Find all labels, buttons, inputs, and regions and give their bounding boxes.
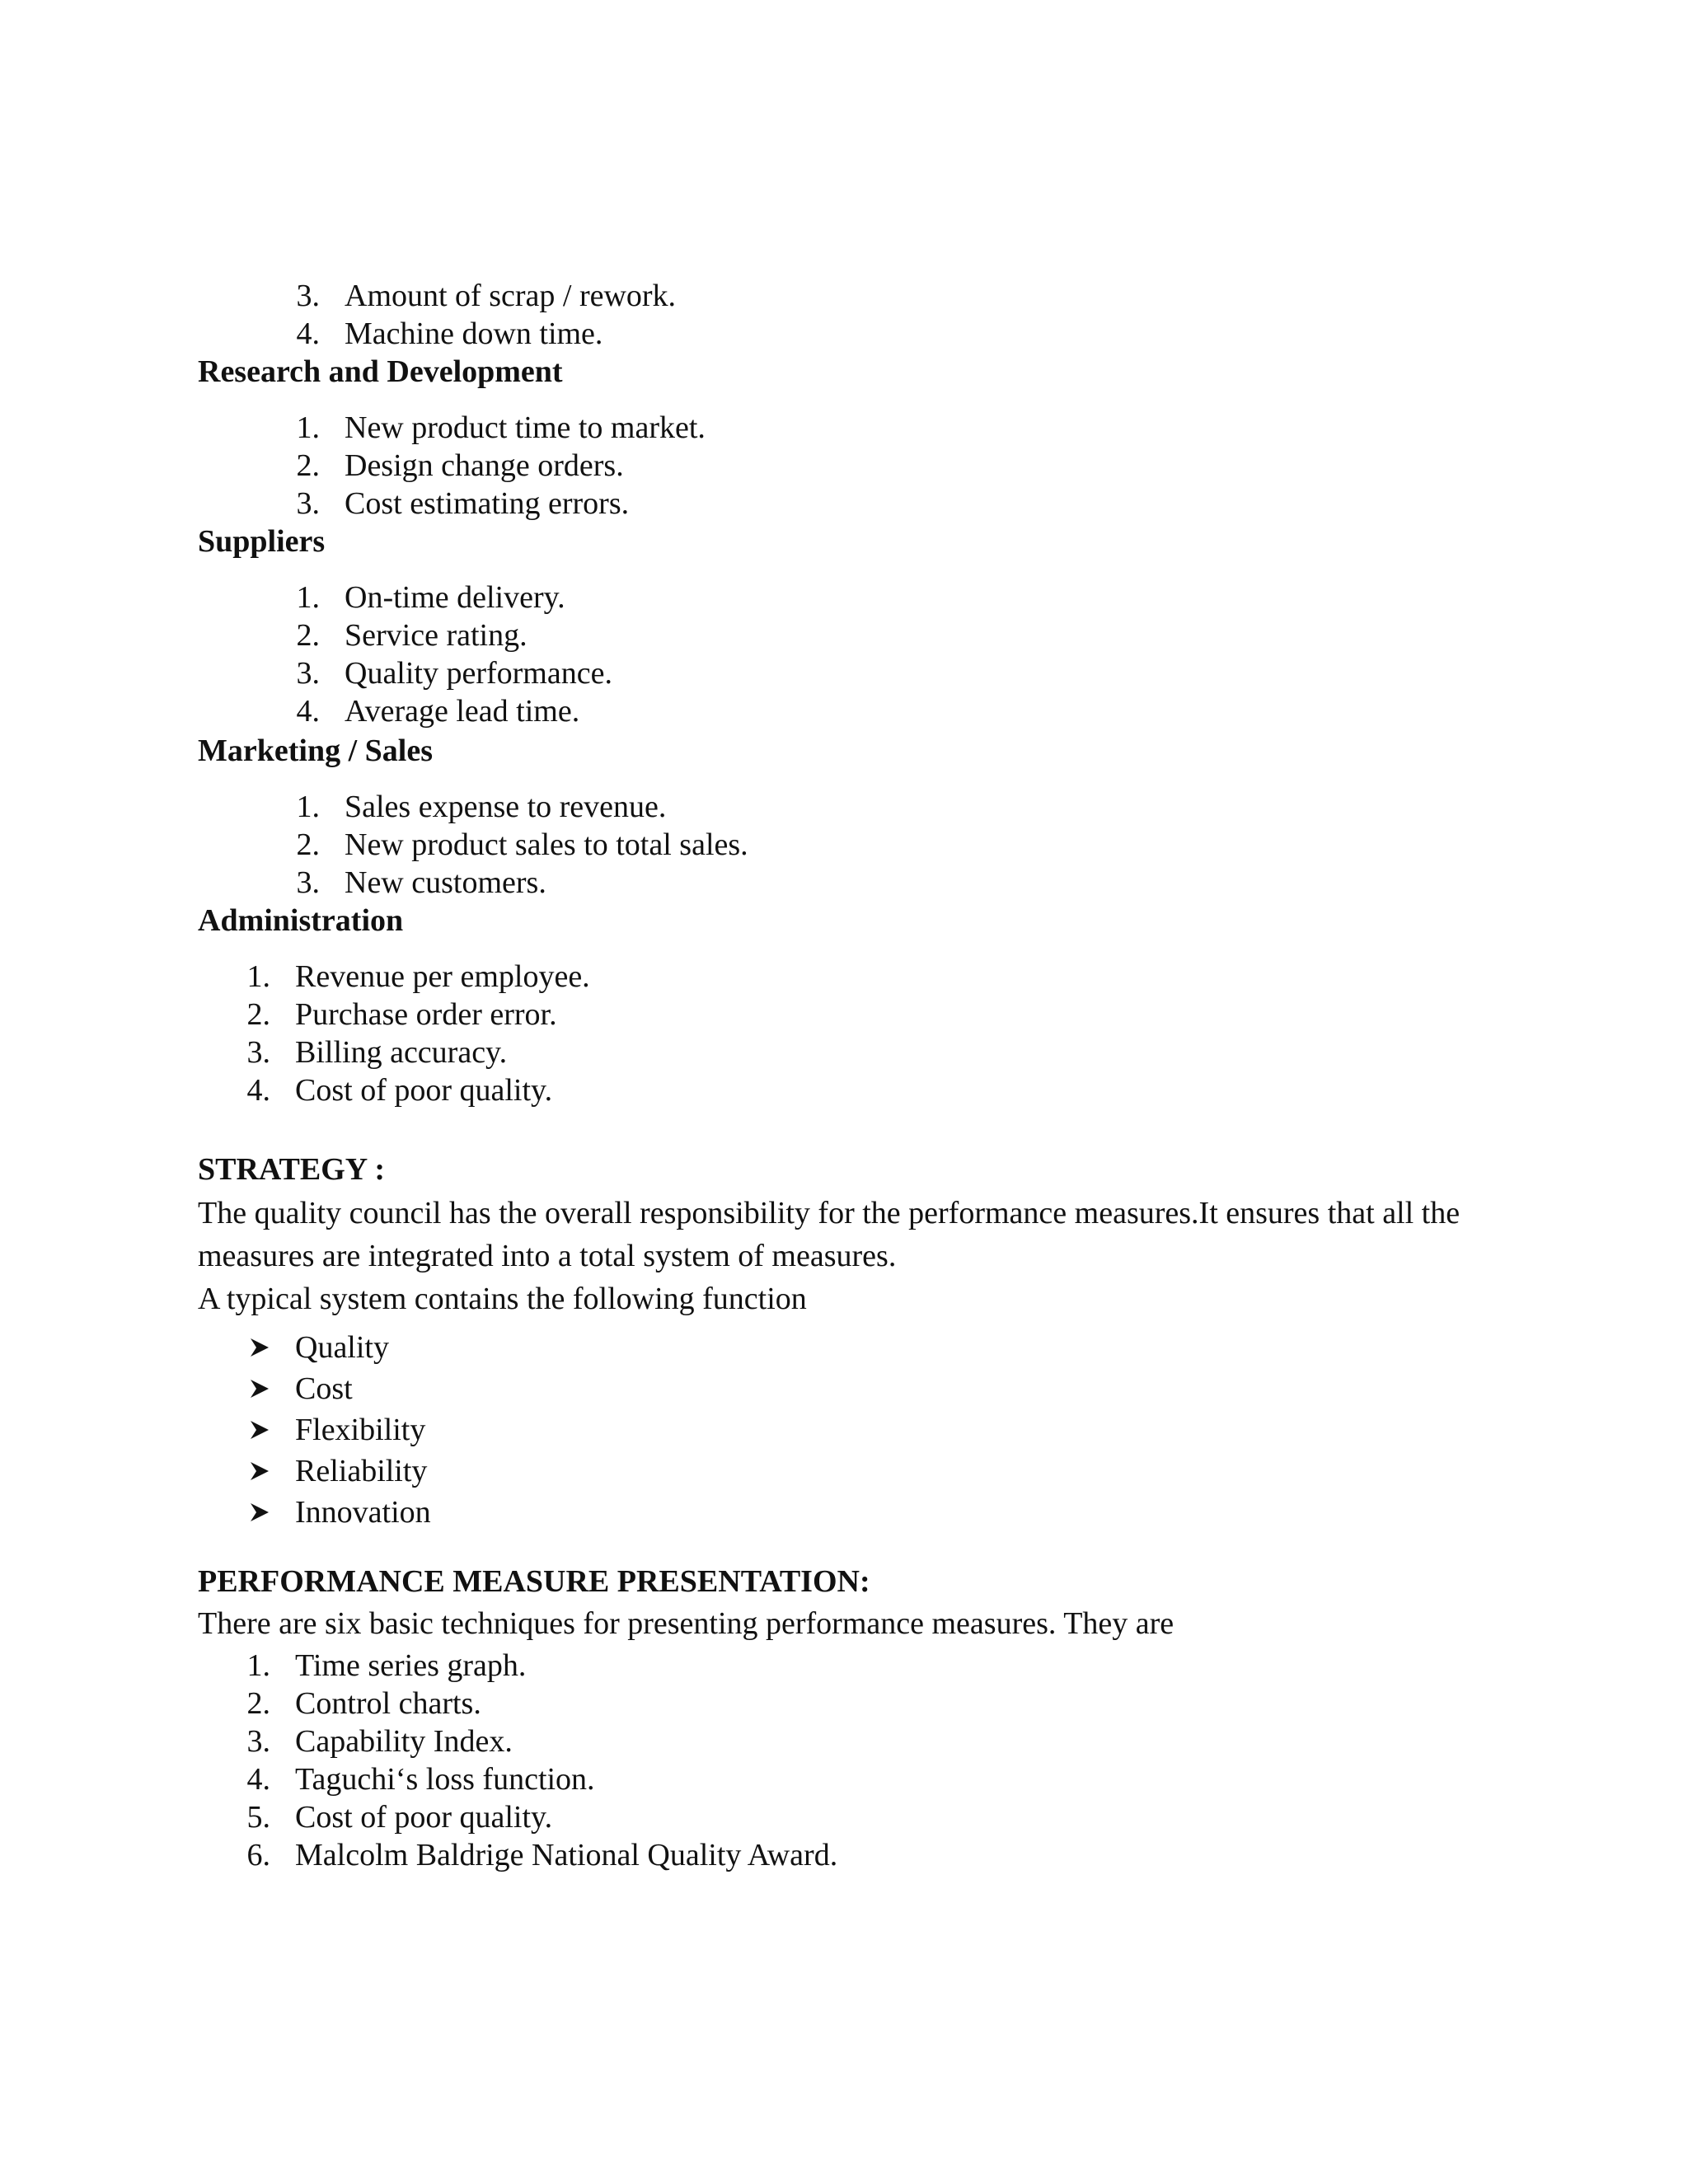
list-item [198,447,1523,485]
marketing-list [198,788,1523,902]
list-number: 1. [246,1648,270,1683]
list-text: Sales expense to revenue. [345,790,667,824]
administration-section [198,902,1523,940]
list-number: 3. [296,279,320,313]
list-text: Capability Index. [295,1724,513,1759]
strategy-bullet-list [198,1327,1523,1533]
list-number: 1. [296,410,320,445]
list-number: 4. [246,1073,270,1108]
list-text: Billing accuracy. [295,1035,508,1070]
list-item [198,579,1523,616]
presentation-list [198,1647,1523,1874]
list-number: 2. [246,997,270,1032]
strategy-paragraph: The quality council has the overall responsibility for the performance measures.It ensures that all the measures are integrated into a total system of measures. [198,1196,1461,1273]
list-number: 3. [296,486,320,521]
list-number: 3. [246,1035,270,1070]
list-number: 4. [296,316,320,351]
list-text: Design change orders. [345,448,624,483]
list-text: Taguchi‘s loss function. [295,1762,595,1797]
presentation-heading: PERFORMANCE MEASURE PRESENTATION: [198,1564,870,1599]
bullet-item [198,1409,1523,1451]
arrow-bullet-icon [249,1378,270,1399]
suppliers-section [198,523,1523,560]
arrow-bullet-icon [249,1419,270,1441]
list-item [198,277,1523,315]
rnd-section [198,353,1523,391]
list-number: 2. [296,618,320,653]
list-text: Quality performance. [345,656,612,691]
strategy-bullets-block [198,1327,1523,1533]
arrow-bullet-icon [249,1337,270,1358]
list-item [198,315,1523,353]
list-text: Service rating. [345,618,528,653]
marketing-section [198,732,1523,770]
bullet-text: Quality [295,1330,389,1365]
list-number: 5. [246,1800,270,1835]
presentation-intro: There are six basic techniques for presenting performance measures. They are [198,1606,1175,1641]
administration-list-block [198,958,1523,1109]
list-number: 4. [246,1762,270,1797]
bullet-text: Flexibility [295,1413,426,1447]
list-text: Amount of scrap / rework. [345,279,677,313]
list-item [198,692,1523,730]
list-text: Revenue per employee. [295,959,590,994]
list-text: Control charts. [295,1686,481,1721]
administration-list [198,958,1523,1109]
list-item [198,788,1523,826]
bullet-item [198,1451,1523,1492]
bullet-text: Innovation [295,1495,431,1530]
list-text: Cost of poor quality. [295,1800,553,1835]
list-text: Machine down time. [345,316,603,351]
list-number: 2. [296,827,320,862]
administration-heading: Administration [198,903,404,938]
list-item [198,1798,1523,1836]
list-number: 6. [246,1838,270,1872]
list-number: 3. [246,1724,270,1759]
strategy-body [198,1192,1490,1320]
top-list-block [198,277,1523,353]
strategy-intro: A typical system contains the following function [198,1282,807,1316]
list-item [198,1647,1523,1685]
list-text: New product time to market. [345,410,706,445]
suppliers-heading: Suppliers [198,524,326,559]
list-item [198,1760,1523,1798]
list-item [198,996,1523,1033]
list-item [198,654,1523,692]
list-item [198,409,1523,447]
list-text: On-time delivery. [345,580,565,615]
suppliers-list-block [198,579,1523,730]
marketing-heading: Marketing / Sales [198,733,433,768]
list-item [198,1071,1523,1109]
list-number: 3. [296,656,320,691]
list-item [198,1836,1523,1874]
list-text: Malcolm Baldrige National Quality Award. [295,1838,838,1872]
rnd-list-block [198,409,1523,523]
presentation-section [198,1563,1523,1601]
bullet-text: Reliability [295,1454,428,1488]
presentation-body [198,1602,1523,1645]
list-text: Cost estimating errors. [345,486,630,521]
list-number: 2. [296,448,320,483]
suppliers-list [198,579,1523,730]
list-text: Average lead time. [345,694,580,729]
top-list [198,277,1523,353]
list-item [198,1033,1523,1071]
list-item [198,485,1523,523]
strategy-heading: STRATEGY : [198,1152,385,1187]
presentation-list-block [198,1647,1523,1874]
list-item [198,864,1523,902]
list-item [198,958,1523,996]
list-text: Cost of poor quality. [295,1073,553,1108]
arrow-bullet-icon [249,1460,270,1482]
arrow-bullet-icon [249,1502,270,1523]
strategy-section [198,1151,1523,1188]
rnd-heading: Research and Development [198,354,563,389]
list-text: New customers. [345,865,546,900]
list-item [198,616,1523,654]
list-number: 4. [296,694,320,729]
marketing-list-block [198,788,1523,902]
bullet-item [198,1368,1523,1409]
bullet-text: Cost [295,1371,353,1406]
list-text: Purchase order error. [295,997,557,1032]
list-number: 1. [296,790,320,824]
rnd-list [198,409,1523,523]
list-item [198,1685,1523,1722]
list-number: 3. [296,865,320,900]
list-item [198,826,1523,864]
list-text: Time series graph. [295,1648,527,1683]
list-text: New product sales to total sales. [345,827,748,862]
bullet-item [198,1492,1523,1533]
list-item [198,1722,1523,1760]
list-number: 2. [246,1686,270,1721]
list-number: 1. [296,580,320,615]
bullet-item [198,1327,1523,1368]
list-number: 1. [246,959,270,994]
